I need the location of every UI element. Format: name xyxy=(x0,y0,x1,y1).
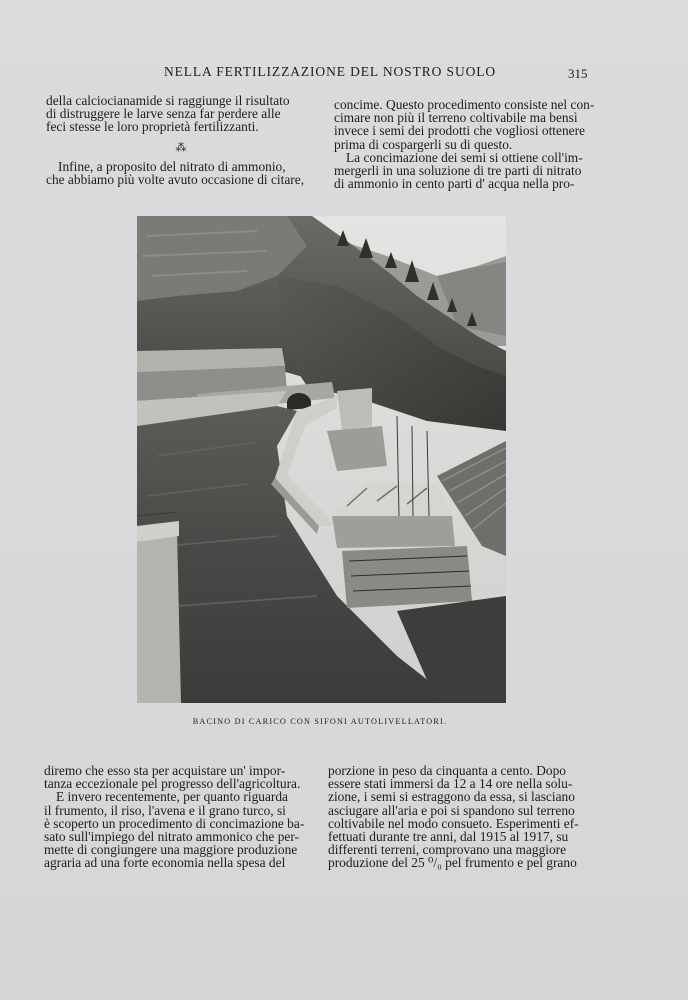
text-line: che abbiamo più volte avuto occasione di citare, xyxy=(46,171,305,187)
text-line: asciugare all'aria e poi si spandono sul terreno xyxy=(328,802,575,818)
text-line: di distruggere le larve senza far perdere alle xyxy=(46,106,281,122)
running-title: NELLA FERTILIZZAZIONE DEL NOSTRO SUOLO xyxy=(163,64,497,79)
text-line: il frumento, il riso, l'avena e il grano turco, si xyxy=(44,802,286,818)
text-line: prima di cospargerli su di questo. xyxy=(334,136,513,152)
text-line: differenti terreni, comprovano una maggiore xyxy=(328,842,567,858)
text-line: essere stati immersi da 12 a 14 ore nella solu- xyxy=(328,776,573,792)
top-right-column xyxy=(334,98,600,190)
text-line: tanza eccezionale pel progresso dell'agricoltura. xyxy=(44,776,301,792)
text-line: mette di congiungere una maggiore produzione xyxy=(44,842,298,858)
text-line: fettuati durante tre anni, dal 1915 al 1917, su xyxy=(328,829,569,845)
text-line: mergerli in una soluzione di tre parti di nitrato xyxy=(334,163,582,179)
photograph-loading-basin xyxy=(137,216,506,703)
text-line: E invero recentemente, per quanto riguarda xyxy=(56,789,288,805)
text-line: agraria ad una forte economia nella spesa del xyxy=(44,855,286,871)
text-line: invece i semi dei prodotti che vogliosi ottenere xyxy=(334,123,586,139)
bottom-left-column xyxy=(44,764,316,870)
text-line: di ammonio in cento parti d' acqua nella pro- xyxy=(334,176,575,192)
bottom-right-column xyxy=(328,764,598,870)
text-line: sato sull'impiego del nitrato ammonico che per- xyxy=(44,829,300,845)
text-line: coltivabile nel modo consueto. Esperimenti ef- xyxy=(328,815,579,831)
page-number: 315 xyxy=(568,66,588,81)
text-line: della calciocianamide si raggiunge il risultato xyxy=(46,93,290,108)
text-line: porzione in peso da cinquanta a cento. Dopo xyxy=(328,763,566,778)
text-line: La concimazione dei semi si ottiene coll'im- xyxy=(346,149,583,165)
figure-caption: BACINO DI CARICO CON SIFONI AUTOLIVELLATORI. xyxy=(192,717,448,726)
text-line: diremo che esso sta per acquistare un' impor- xyxy=(44,763,286,778)
text-line: zione, i semi si estraggono da essa, si lasciano xyxy=(328,789,575,805)
text-line: è scoperto un procedimento di concimazione ba- xyxy=(44,815,305,831)
text-line: feci stesse le loro proprietà fertilizzanti. xyxy=(46,119,259,135)
text-line: produzione del 25 ⁰/₀ pel frumento e pel grano xyxy=(328,855,577,871)
photo-drawing xyxy=(137,216,506,703)
text-line: Infine, a proposito del nitrato di ammonio, xyxy=(58,158,286,174)
section-separator: ⁂ xyxy=(175,141,189,154)
top-left-column xyxy=(46,94,318,186)
text-line: cimare non più il terreno coltivabile ma bensì xyxy=(334,110,578,126)
text-line: concime. Questo procedimento consiste nel con- xyxy=(334,97,595,112)
